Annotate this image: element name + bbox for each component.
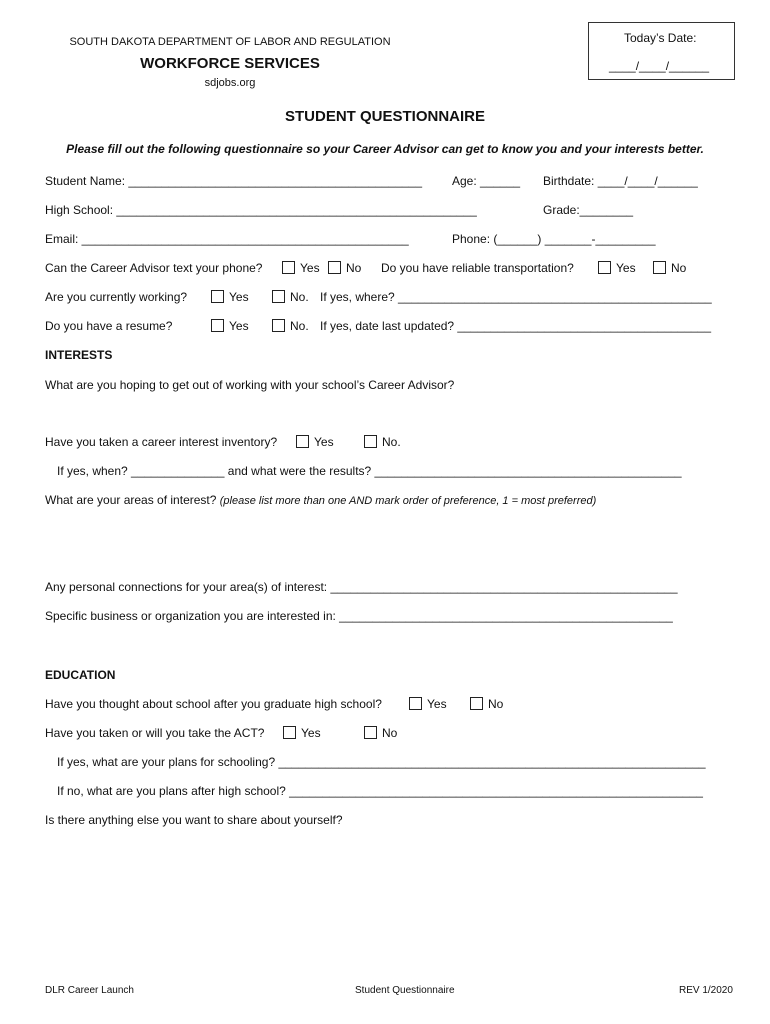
text-phone-question: Can the Career Advisor text your phone? bbox=[45, 261, 263, 275]
website: sdjobs.org bbox=[204, 77, 256, 89]
school-after-question: Have you thought about school after you graduate high school? bbox=[45, 697, 382, 711]
areas-question-note: (please list more than one AND mark order of preference, 1 = most preferred) bbox=[219, 495, 597, 507]
act-no-label: No bbox=[382, 726, 398, 740]
todays-date-box[interactable] bbox=[588, 22, 735, 80]
plans-after-high-school-field[interactable]: If no, what are you plans after high school? ______________________________________________________________ bbox=[57, 784, 703, 798]
text-phone-yes-label: Yes bbox=[300, 261, 320, 275]
resume-question: Do you have a resume? bbox=[45, 319, 173, 333]
school-after-yes-label: Yes bbox=[427, 697, 447, 711]
resume-no-checkbox[interactable] bbox=[272, 319, 285, 332]
instructions: Please fill out the following questionnaire so your Career Advisor can get to know you and your interests better. bbox=[66, 142, 704, 156]
resume-date-field[interactable]: If yes, date last updated? ______________________________________ bbox=[320, 319, 712, 333]
phone-field[interactable]: Phone: (______) _______-_________ bbox=[452, 232, 656, 246]
areas-question-text: What are your areas of interest? bbox=[45, 493, 217, 507]
text-phone-yes-checkbox[interactable] bbox=[282, 261, 295, 274]
page-title: STUDENT QUESTIONNAIRE bbox=[284, 108, 485, 125]
inventory-no-label: No. bbox=[382, 435, 401, 449]
high-school-field[interactable]: High School: ______________________________________________________ bbox=[45, 203, 477, 217]
act-yes-label: Yes bbox=[301, 726, 321, 740]
transport-yes-checkbox[interactable] bbox=[598, 261, 611, 274]
working-no-checkbox[interactable] bbox=[272, 290, 285, 303]
inventory-yes-checkbox[interactable] bbox=[296, 435, 309, 448]
school-after-no-checkbox[interactable] bbox=[470, 697, 483, 710]
transport-no-label: No bbox=[671, 261, 687, 275]
transport-question: Do you have reliable transportation? bbox=[381, 261, 574, 275]
footer-left: DLR Career Launch bbox=[45, 985, 134, 996]
education-heading: EDUCATION bbox=[45, 668, 116, 682]
specific-business-field[interactable]: Specific business or organization you are interested in: __________________________________________________ bbox=[45, 609, 673, 623]
grade-field[interactable]: Grade:________ bbox=[543, 203, 634, 217]
act-no-checkbox[interactable] bbox=[364, 726, 377, 739]
birthdate-field[interactable]: Birthdate: ____/____/______ bbox=[543, 174, 698, 188]
age-field[interactable]: Age: ______ bbox=[452, 174, 521, 188]
resume-yes-label: Yes bbox=[229, 319, 249, 333]
working-where-field[interactable]: If yes, where? _______________________________________________ bbox=[320, 290, 712, 304]
schooling-plans-field[interactable]: If yes, what are your plans for schooling? ________________________________________________________________ bbox=[57, 755, 706, 769]
student-name-field[interactable]: Student Name: ____________________________________________ bbox=[45, 174, 423, 188]
date-blank[interactable]: ____/____/______ bbox=[609, 59, 710, 73]
working-yes-checkbox[interactable] bbox=[211, 290, 224, 303]
inventory-when-field[interactable]: If yes, when? ______________ and what were the results? ______________________________________________ bbox=[57, 464, 682, 478]
department-name: SOUTH DAKOTA DEPARTMENT OF LABOR AND REGULATION bbox=[69, 36, 391, 48]
personal-connections-field[interactable]: Any personal connections for your area(s) of interest: ____________________________________________________ bbox=[45, 580, 678, 594]
resume-no-label: No. bbox=[290, 319, 309, 333]
act-question: Have you taken or will you take the ACT? bbox=[45, 726, 265, 740]
interests-heading: INTERESTS bbox=[45, 348, 113, 362]
interest-inventory-question: Have you taken a career interest inventory? bbox=[45, 435, 278, 449]
school-after-yes-checkbox[interactable] bbox=[409, 697, 422, 710]
working-question: Are you currently working? bbox=[45, 290, 188, 304]
resume-yes-checkbox[interactable] bbox=[211, 319, 224, 332]
division-name: WORKFORCE SERVICES bbox=[140, 55, 320, 72]
working-yes-label: Yes bbox=[229, 290, 249, 304]
footer-right: REV 1/2020 bbox=[679, 985, 733, 996]
transport-no-checkbox[interactable] bbox=[653, 261, 666, 274]
footer-center: Student Questionnaire bbox=[355, 985, 455, 996]
text-phone-no-label: No bbox=[346, 261, 362, 275]
act-yes-checkbox[interactable] bbox=[283, 726, 296, 739]
career-advisor-hope-question: What are you hoping to get out of working with your school’s Career Advisor? bbox=[45, 378, 455, 392]
email-field[interactable]: Email: _________________________________________________ bbox=[45, 232, 409, 246]
anything-else-question: Is there anything else you want to share about yourself? bbox=[45, 813, 343, 827]
working-no-label: No. bbox=[290, 290, 309, 304]
school-after-no-label: No bbox=[488, 697, 504, 711]
inventory-yes-label: Yes bbox=[314, 435, 334, 449]
areas-of-interest-question bbox=[45, 493, 596, 507]
inventory-no-checkbox[interactable] bbox=[364, 435, 377, 448]
date-label: Today’s Date: bbox=[624, 31, 697, 45]
text-phone-no-checkbox[interactable] bbox=[328, 261, 341, 274]
transport-yes-label: Yes bbox=[616, 261, 636, 275]
